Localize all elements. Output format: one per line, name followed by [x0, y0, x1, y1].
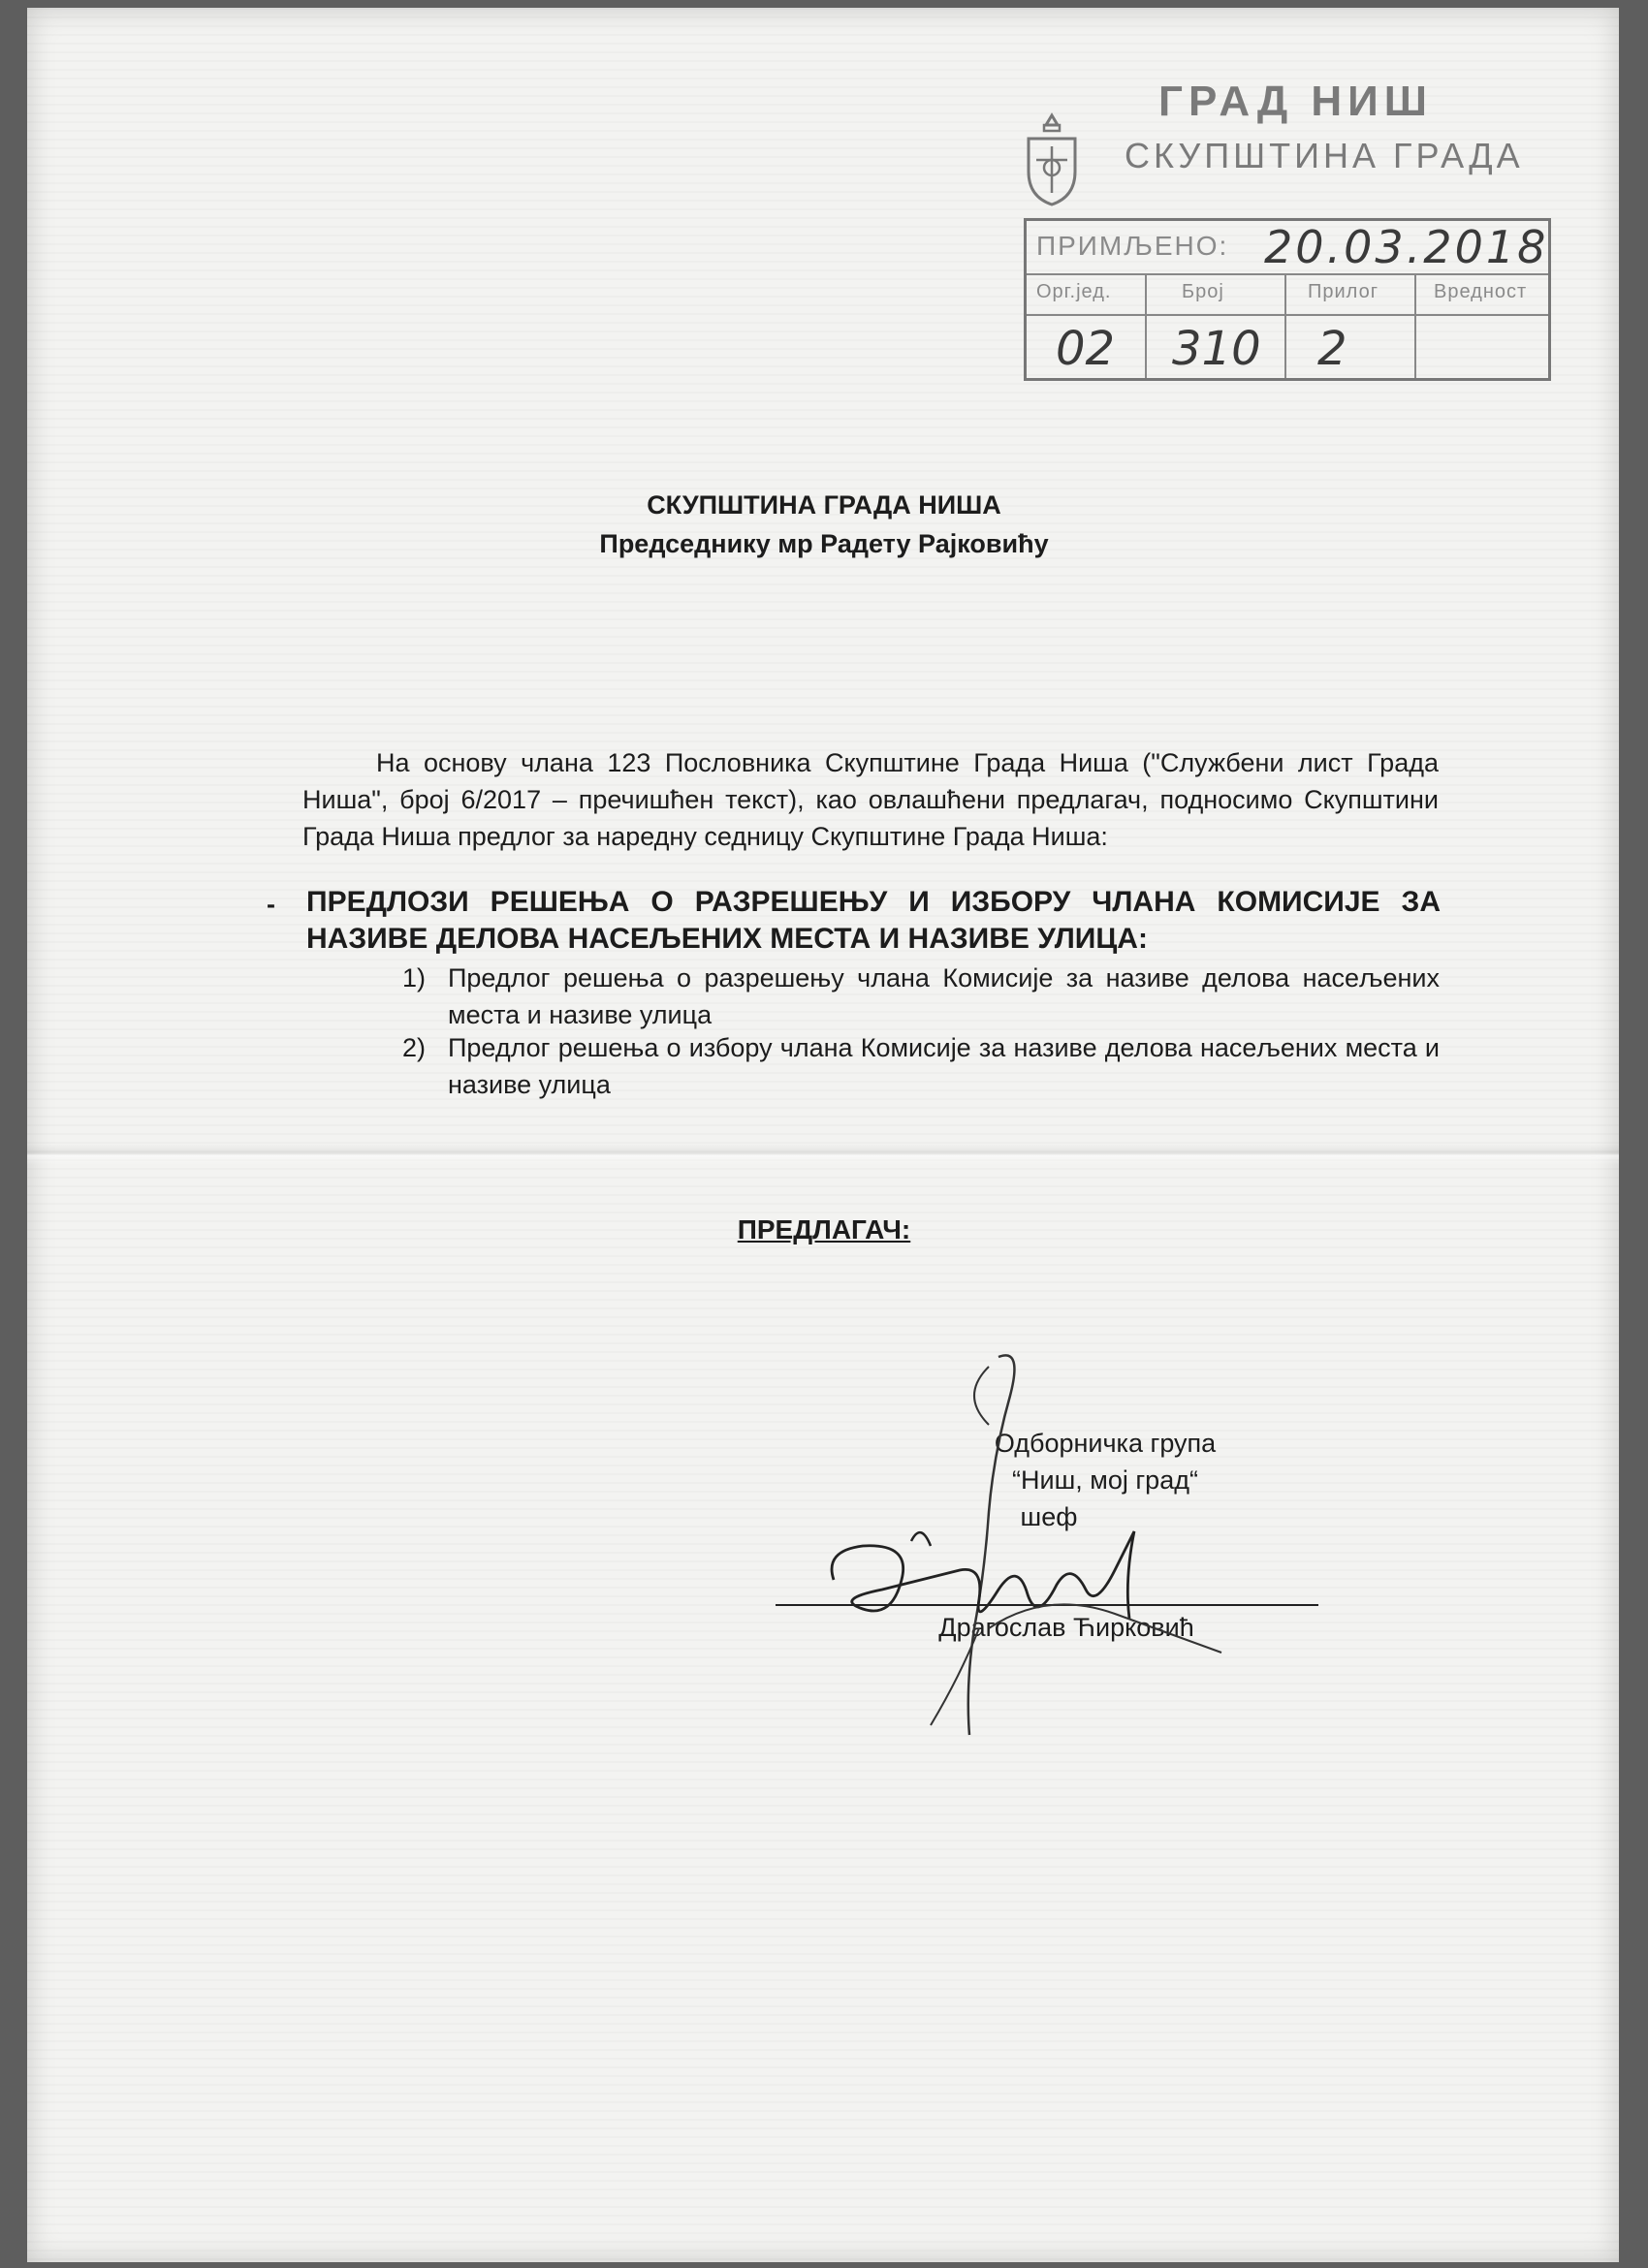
paper-fold [27, 1144, 1619, 1165]
recipient-assembly: СКУПШТИНА ГРАДА НИША [647, 490, 1001, 520]
proposer-label: ПРЕДЛАГАЧ: [737, 1214, 911, 1244]
registry-received-row [1027, 221, 1548, 275]
proposal-item-number: 2) [402, 1033, 427, 1062]
signature-group: Одборничка група [994, 1429, 1217, 1458]
proposal-item-number: 1) [402, 963, 427, 992]
received-date: 20.03.2018 [1264, 221, 1549, 273]
proposal-title: ПРЕДЛОЗИ РЕШЕЊА О РАЗРЕШЕЊУ И ИЗБОРУ ЧЛАНА КОМИСИЈЕ ЗА НАЗИВЕ ДЕЛОВА НАСЕЉЕНИХ МЕСТА И НАЗИВЕ УЛИЦА: [306, 886, 1441, 955]
stamp-city: ГРАД НИШ [1158, 78, 1434, 125]
registry-org-unit-value: 02 [1056, 322, 1116, 376]
registry-col-org-unit: Орг.јед. [1036, 281, 1112, 302]
signer-name: Драгослав Ћирковић [938, 1613, 1194, 1642]
intro-text: На основу члана 123 Пословника Скупштине Града Ниша ("Службени лист Града Ниша", број 6/2017 – пречишћен текст), као овлашћени предлагач, подносимо Скупштини Града Ниша предлог за наредну седницу Скупштине Града Ниша: [302, 748, 1439, 851]
received-label: ПРИМЉЕНО: [1036, 231, 1229, 261]
coat-of-arms-icon [1023, 111, 1081, 208]
registry-stamp [1024, 218, 1551, 381]
registry-col-attachment: Прилог [1308, 281, 1379, 302]
signature-role: шеф [1020, 1502, 1078, 1531]
handwritten-signature [795, 1338, 1280, 1764]
registry-col-number: Број [1182, 281, 1224, 302]
proposal-bullet: - [267, 890, 275, 919]
recipient-president: Председнику мр Радету Рајковићу [599, 529, 1049, 558]
signature-group-name: “Ниш, мој град“ [1012, 1465, 1198, 1495]
stamp-assembly: СКУПШТИНА ГРАДА [1125, 136, 1524, 175]
proposal-item: Предлог решења о избору члана Комисије за називе делова насељених места и називе улица [448, 1033, 1440, 1099]
proposal-item: Предлог решења о разрешењу члана Комисије за називе делова насељених места и називе улица [448, 963, 1440, 1029]
intro-paragraph [302, 708, 1439, 855]
registry-number-value: 310 [1172, 322, 1261, 376]
registry-col-value: Вредност [1434, 281, 1528, 302]
registry-attachment-value: 2 [1317, 322, 1347, 376]
